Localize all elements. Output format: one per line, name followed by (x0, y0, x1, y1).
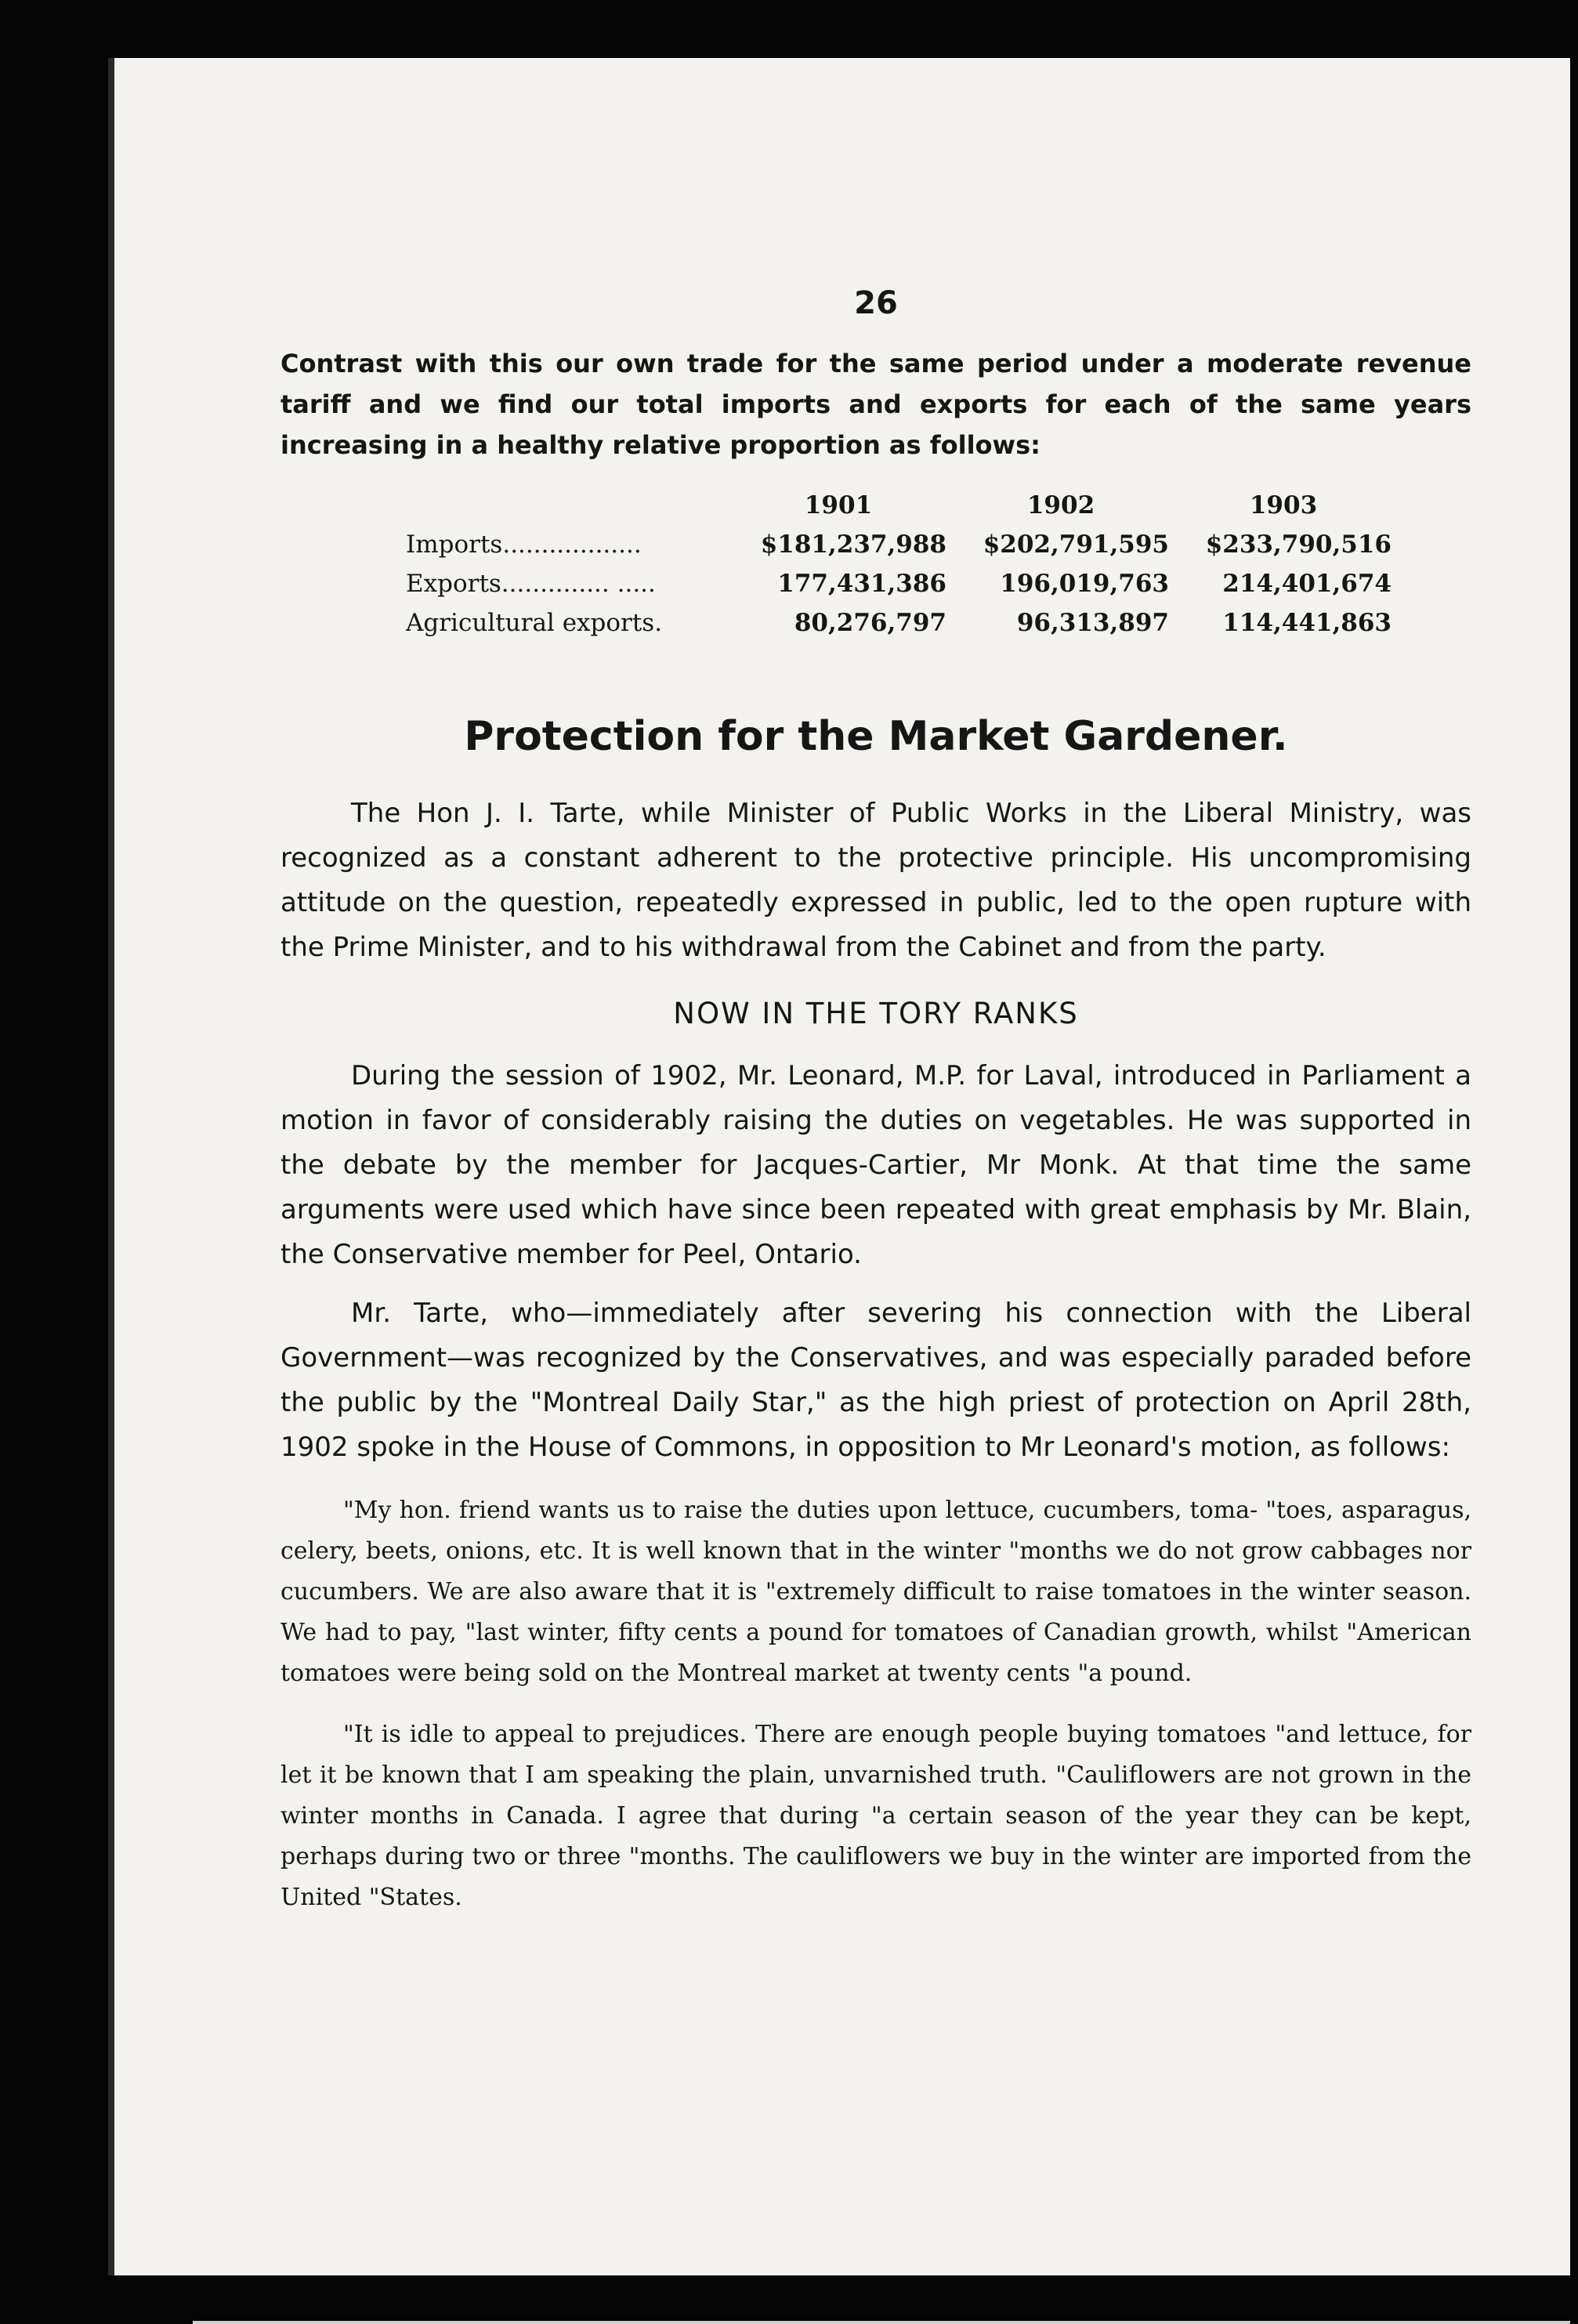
document-page (108, 58, 1570, 2275)
body-paragraph: During the session of 1902, Mr. Leonard, M.P. for Laval, introduced in Parliament a motion in favor of considerably raising the duties on vegetables. He was supported in the debate by the member for Jacques-Cartier, Mr Monk. At that time the same arguments were used which have since been repeated with great emphasis by Mr. Blain, the Conservative member for Peel, Ontario. (280, 1060, 1471, 1270)
row-label: Exports.............. ..... (406, 570, 656, 598)
quotation: "It is idle to appeal to prejudices. There are enough people buying tomatoes "and lettuce, for let it be known that I am speaking the plain, unvarnished truth. "Cauliflowers are not grown in the winter months in Canada. I agree that during "a certain season of the year they can be kept, perhaps during two or three "months. The cauliflowers we buy in the winter are imported from the United "States. (280, 1721, 1471, 1911)
trade-table (406, 486, 1395, 643)
trade-table-year: 1903 (1249, 491, 1318, 519)
table-cell: 214,401,674 (1222, 570, 1392, 598)
body-paragraph: Mr. Tarte, who—immediately after severing his connection with the Liberal Government—was recognized by the Conservatives, and was especially paraded before the public by the "Montreal Daily Star," as the high priest of protection on April 28th, 1902 spoke in the House of Commons, in opposition to Mr Leonard's motion, as follows: (280, 1298, 1471, 1463)
trade-table-year: 1902 (1026, 491, 1095, 519)
table-cell: 96,313,897 (1016, 609, 1169, 637)
table-cell: 80,276,797 (794, 609, 946, 637)
table-row (406, 603, 1395, 643)
trade-table-year: 1901 (804, 491, 873, 519)
text-column (280, 285, 1471, 1926)
table-cell: 177,431,386 (777, 570, 946, 598)
row-label: Imports.................. (406, 530, 642, 559)
table-cell: 114,441,863 (1222, 609, 1392, 637)
subheading: NOW IN THE TORY RANKS (673, 997, 1079, 1030)
table-cell: 196,019,763 (1000, 570, 1169, 598)
table-cell: $202,791,595 (983, 530, 1169, 559)
section-heading: Protection for the Market Gardener. (464, 713, 1288, 760)
body-paragraph: The Hon J. I. Tarte, while Minister of Public Works in the Liberal Ministry, was recognized as a constant adherent to the protective principle. His uncompromising attitude on the question, repeatedly expressed in public, led to the open rupture with the Prime Minister, and to his withdrawal from the Cabinet and from the party. (280, 798, 1471, 963)
page-number: 26 (854, 285, 898, 321)
row-label: Agricultural exports. (406, 609, 663, 637)
trade-table-header (406, 486, 1395, 525)
table-cell: $233,790,516 (1205, 530, 1392, 559)
table-row (406, 525, 1395, 564)
table-cell: $181,237,988 (760, 530, 946, 559)
intro-paragraph: Contrast with this our own trade for the same period under a moderate revenue tariff and we find our total imports and exports for each of the same years increasing in a healthy relative proportion as follows: (280, 349, 1471, 460)
quotation: "My hon. friend wants us to raise the duties upon lettuce, cucumbers, toma- "toes, asparagus, celery, beets, onions, etc. It is well known that in the winter "months we do not grow cabbages nor cucumbers. We are also aware that it is "extremely difficult to raise tomatoes in the winter season. We had to pay, "last winter, fifty cents a pound for tomatoes of Canadian growth, whilst "American tomatoes were being sold on the Montreal market at twenty cents "a pound. (280, 1497, 1471, 1687)
page-bottom-rule (193, 2321, 1570, 2324)
table-row (406, 564, 1395, 603)
trade-table-corner (406, 486, 727, 525)
